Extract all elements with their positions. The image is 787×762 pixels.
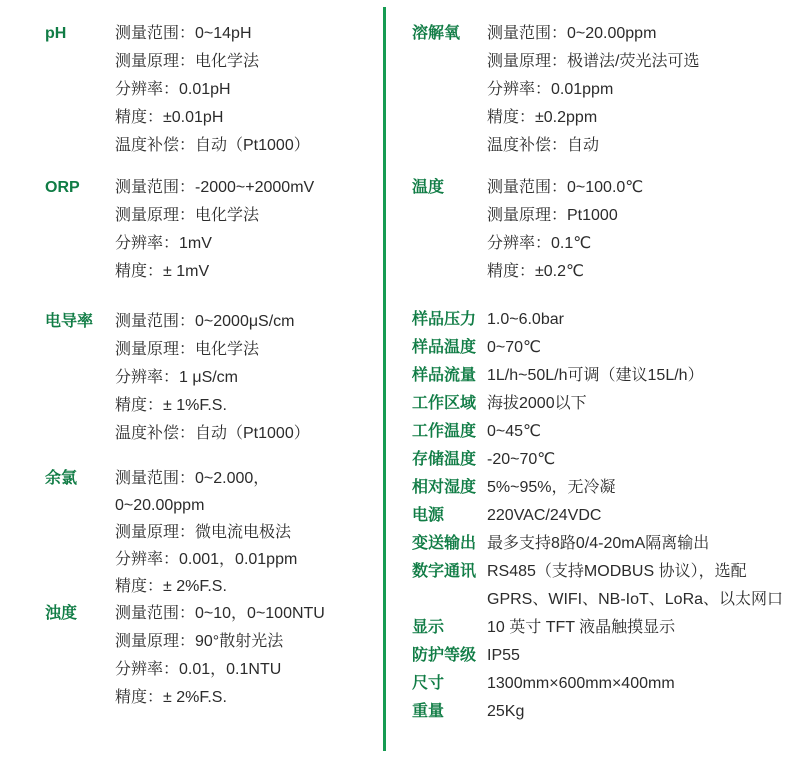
spec-lines (487, 670, 675, 698)
spec-line: 测量范围：0~14pH (115, 25, 252, 42)
spec-line: 测量范围：0~100.0℃ (487, 179, 644, 196)
parameter-name-label: ORP (45, 179, 80, 196)
spec-lines (487, 174, 643, 286)
spec-line: 10 英寸 TFT 液晶触摸显示 (487, 619, 676, 636)
spec-section (45, 600, 380, 712)
spec-section (45, 308, 380, 448)
spec-lines (487, 530, 709, 558)
parameter-name-label: 溶解氧 (412, 25, 461, 42)
spec-lines (487, 20, 699, 160)
spec-line: 分辨率：1mV (115, 235, 212, 252)
parameter-name-label: 重量 (412, 703, 445, 720)
spec-line: 0~70℃ (487, 339, 542, 356)
spec-section (412, 334, 784, 362)
spec-section (412, 502, 784, 530)
spec-line: 分辨率：0.01ppm (487, 81, 614, 98)
spec-section (412, 698, 784, 726)
parameter-name-label: 样品流量 (412, 367, 477, 384)
spec-lines (487, 306, 564, 334)
spec-section (412, 614, 784, 642)
spec-line: RS485（支持MODBUS 协议），选配 (487, 563, 747, 580)
spec-line: 测量原理：电化学法 (115, 53, 260, 70)
spec-lines (487, 446, 555, 474)
parameter-name-label: 工作温度 (412, 423, 477, 440)
spec-lines (487, 502, 601, 530)
spec-line: 温度补偿：自动（Pt1000） (115, 425, 310, 442)
spec-section (45, 465, 380, 600)
parameter-name-label: pH (45, 25, 67, 42)
spec-section (412, 670, 784, 698)
right-specs-column (412, 20, 784, 726)
spec-line: 测量范围：0~2.000， (115, 470, 270, 487)
parameter-name-label: 相对湿度 (412, 479, 477, 496)
spec-line: 25Kg (487, 703, 525, 720)
spec-section (412, 642, 784, 670)
spec-lines (487, 418, 541, 446)
spec-section (45, 20, 380, 160)
spec-lines (487, 614, 675, 642)
spec-lines (487, 698, 524, 726)
spec-line: 测量原理：90°散射光法 (115, 633, 284, 650)
spec-line: 分辨率：0.01，0.1NTU (115, 661, 282, 678)
left-specs-column (45, 20, 380, 712)
parameter-name-label: 样品温度 (412, 339, 477, 356)
spec-line: 1L/h~50L/h可调（建议15L/h） (487, 367, 704, 384)
spec-line: 220VAC/24VDC (487, 507, 602, 524)
spec-line: 分辨率：0.1℃ (487, 235, 592, 252)
spec-lines (115, 20, 310, 160)
spec-line: 测量原理：电化学法 (115, 341, 260, 358)
spec-line: 0~45℃ (487, 423, 542, 440)
spec-section (412, 174, 784, 286)
spec-section (412, 530, 784, 558)
spec-line: 测量范围：0~2000μS/cm (115, 313, 295, 330)
spec-line: 精度：± 2%F.S. (115, 578, 227, 595)
spec-lines (115, 465, 297, 600)
parameter-name-label: 浊度 (45, 605, 78, 622)
spec-line: 最多支持8路0/4-20mA隔离输出 (487, 535, 710, 552)
parameter-name-label: 存储温度 (412, 451, 477, 468)
spec-section (412, 20, 784, 160)
spec-line: 测量范围：0~20.00ppm (487, 25, 657, 42)
spec-line: 测量原理：Pt1000 (487, 207, 618, 224)
spec-line: 温度补偿：自动（Pt1000） (115, 137, 310, 154)
spec-line: 分辨率：0.001，0.01ppm (115, 551, 298, 568)
spec-line: 温度补偿：自动 (487, 137, 600, 154)
spec-lines (487, 558, 783, 614)
spec-section (412, 418, 784, 446)
parameter-name-label: 电导率 (45, 313, 94, 330)
spec-line: 精度：±0.2ppm (487, 109, 598, 126)
spec-line: 测量范围：-2000~+2000mV (115, 179, 315, 196)
spec-line: 精度：±0.01pH (115, 109, 224, 126)
spec-line: GPRS、WIFI、NB-IoT、LoRa、以太网口 (487, 591, 784, 608)
parameter-name-label: 电源 (412, 507, 445, 524)
spec-line: 1.0~6.0bar (487, 311, 564, 328)
parameter-name-label: 变送输出 (412, 535, 477, 552)
parameter-name-label: 温度 (412, 179, 445, 196)
parameter-name-label: 防护等级 (412, 647, 477, 664)
spec-line: -20~70℃ (487, 451, 556, 468)
spec-line: 精度：± 1%F.S. (115, 397, 227, 414)
spec-line: 1300mm×600mm×400mm (487, 675, 675, 692)
spec-line: 5%~95%，无冷凝 (487, 479, 616, 496)
spec-lines (115, 308, 310, 448)
spec-line: 测量原理：极谱法/荧光法可选 (487, 53, 700, 70)
spec-line: 精度：± 1mV (115, 263, 210, 280)
parameter-name-label: 余氯 (45, 470, 78, 487)
spec-lines (487, 334, 541, 362)
spec-section (412, 446, 784, 474)
column-divider-line (383, 7, 386, 751)
spec-lines (115, 600, 325, 712)
parameter-name-label: 显示 (412, 619, 445, 636)
spec-section (412, 390, 784, 418)
spec-lines (487, 362, 704, 390)
spec-line: 分辨率：1 μS/cm (115, 369, 239, 386)
spec-section (412, 306, 784, 334)
spec-line: 测量原理：电化学法 (115, 207, 260, 224)
spec-line: 海拔2000以下 (487, 395, 587, 412)
spec-section (412, 362, 784, 390)
spec-section (412, 558, 784, 614)
spec-line: 测量范围：0~10，0~100NTU (115, 605, 325, 622)
spec-section (45, 174, 380, 286)
spec-line: IP55 (487, 647, 520, 664)
spec-lines (115, 174, 314, 286)
spec-line: 测量原理：微电流电极法 (115, 524, 292, 541)
spec-lines (487, 642, 520, 670)
spec-line: 精度：±0.2℃ (487, 263, 584, 280)
spec-line: 0~20.00ppm (115, 497, 205, 514)
spec-lines (487, 474, 616, 502)
parameter-name-label: 样品压力 (412, 311, 477, 328)
spec-line: 精度：± 2%F.S. (115, 689, 227, 706)
parameter-name-label: 工作区域 (412, 395, 477, 412)
parameter-name-label: 数字通讯 (412, 563, 477, 580)
spec-line: 分辨率：0.01pH (115, 81, 231, 98)
parameter-name-label: 尺寸 (412, 675, 445, 692)
spec-lines (487, 390, 587, 418)
spec-section (412, 474, 784, 502)
